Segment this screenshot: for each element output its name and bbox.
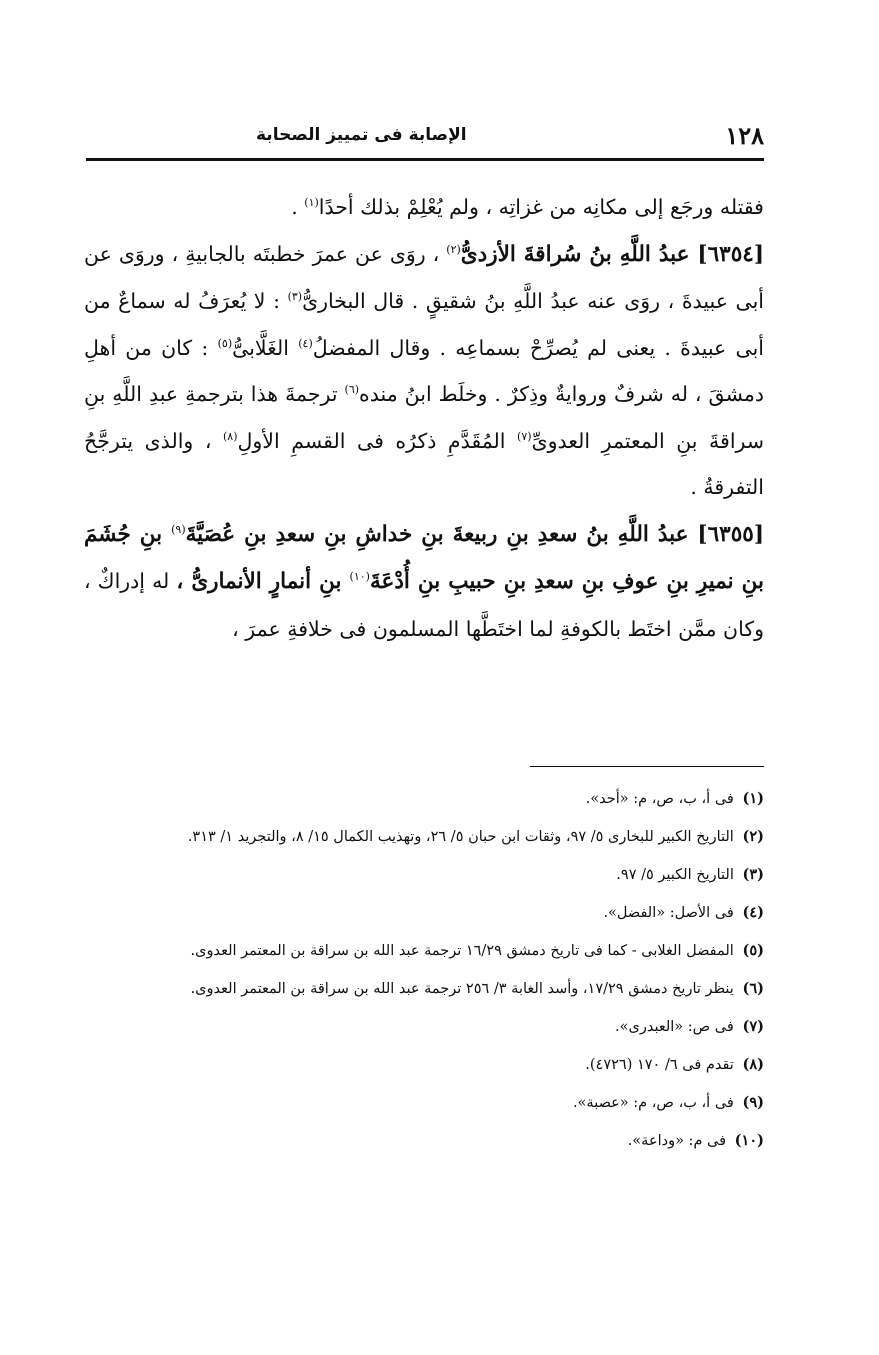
footnote-ref: (١) (304, 196, 319, 210)
footnote-ref: (٧) (517, 429, 532, 443)
running-title: الإصابة فى تمييز الصحابة (256, 125, 467, 145)
footnotes (84, 780, 764, 1160)
footnote-text: فى الأصل: «الفضل». (603, 905, 734, 921)
footnote (84, 1046, 764, 1084)
paragraph-text: فقتله ورجَع إلى مكانِه من غزاتِه ، ولم يُعْلِمْ بذلك أحدًا (318, 195, 764, 219)
entry-text: ، والذى يترجَّحُ التفرقةُ . (84, 428, 764, 499)
footnote-text: المفضل الغلابى - كما فى تاريخ دمشق ١٦/٢٩ ترجمة عبد الله بن سراقة بن المعتمر العدوى. (190, 943, 734, 959)
footnote-number: (٧) (742, 1018, 764, 1035)
entry-text: ، روَى عن عمرَ خطبتَه بالجابيةِ ، وروَى عن أبى عبيدةَ ، روَى عنه عبدُ اللَّهِ بنُ شقيقٍ . قال البخارىُّ (84, 241, 764, 313)
footnote-ref: (٩) (171, 522, 186, 536)
footnote-number: (٩) (742, 1094, 764, 1111)
page-number: ١٢٨ (725, 120, 764, 150)
footnote-text: فى م: «وداعة». (627, 1133, 727, 1149)
footnote (84, 780, 764, 818)
footnote-number: (٢) (742, 828, 764, 845)
footnote-number: (٤) (742, 904, 764, 921)
paragraph-1 (84, 184, 764, 231)
footnote-ref: (٥) (217, 336, 233, 350)
entry-text: المُقَدَّمِ ذكرُه فى القسمِ الأولِ (237, 428, 518, 453)
entry-text: ترجمةَ هذا بترجمةِ عبدِ اللَّهِ بنِ سراقةَ بنِ المعتمرِ العدوىِّ (84, 382, 765, 453)
entry-text: الغَلَّابىُّ (232, 335, 299, 360)
entry-heading: [٦٣٥٥] عبدُ اللَّهِ بنُ سعدِ بنِ ربيعةَ بنِ خداشِ بنِ سعدِ بنِ عُصَيَّةَ (185, 521, 764, 547)
footnote (84, 1008, 764, 1046)
entry-heading: بنِ أنمارٍ الأنمارىُّ ، (176, 569, 350, 594)
entry-heading: [٦٣٥٤] عبدُ اللَّهِ بنُ سُراقةَ الأزدىُّ (460, 241, 764, 267)
footnote-ref: (١٠) (349, 570, 370, 584)
entry-text: : لا يُعرَفُ له سماعٌ من أبى عبيدةَ . يعنى لم يُصرِّحْ بسماعِه . وقال المفضلُ (84, 289, 764, 360)
footnote-number: (٥) (742, 942, 764, 959)
footnote-rule (530, 766, 764, 767)
entry-text: له إدراكٌ ، وكان ممَّن اختَط بالكوفةِ لما اختَطَّها المسلمون فى خلافةِ عمرَ ، (84, 569, 764, 641)
entry-text: : كان من أهلِ دمشقَ ، له شرفٌ وروايةٌ وذِكرٌ . وخلَط ابنُ منده (84, 335, 764, 406)
footnote-number: (٨) (742, 1056, 764, 1073)
entry-heading: بنِ جُشَمَ بنِ نميرِ بنِ عوفِ بنِ سعدِ بنِ حبيبِ بنِ أُدْعَةَ (84, 521, 764, 594)
footnote-text: ينظر تاريخ دمشق ١٧/٢٩، وأسد الغابة ٣/ ٢٥٦ ترجمة عبد الله بن سراقة بن المعتمر العدوى. (190, 981, 734, 997)
footnote-text: فى أ، ب، ص، م: «عصبة». (572, 1095, 734, 1111)
footnote-number: (٦) (742, 980, 764, 997)
footnote-ref: (٨) (222, 429, 238, 443)
footnote-text: التاريخ الكبير ٥/ ٩٧. (616, 867, 734, 883)
header-rule (86, 158, 764, 161)
footnote-ref: (٦) (344, 383, 360, 397)
footnote-text: فى ص: «العبدرى». (615, 1019, 734, 1035)
footnote-text: فى أ، ب، ص، م: «أحد». (585, 791, 734, 807)
running-head (86, 118, 764, 152)
footnote (84, 1084, 764, 1122)
footnote-number: (١٠) (734, 1132, 764, 1149)
footnote-number: (٣) (742, 866, 764, 883)
footnote (84, 818, 764, 856)
footnote-ref: (٢) (446, 242, 461, 256)
footnote (84, 1122, 764, 1160)
footnote-ref: (٤) (298, 336, 313, 350)
footnote-number: (١) (742, 790, 764, 807)
main-text (84, 184, 764, 652)
footnote (84, 932, 764, 970)
entry-6354 (84, 231, 764, 511)
paragraph-text: . (291, 195, 305, 219)
footnote-text: التاريخ الكبير للبخارى ٥/ ٩٧، وثقات ابن حبان ٥/ ٢٦، وتهذيب الكمال ١٥/ ٨، والتجريد ١/ ٣١٣. (187, 829, 734, 845)
footnote (84, 856, 764, 894)
footnote-text: تقدم فى ٦/ ١٧٠ (٤٧٢٦). (585, 1057, 734, 1073)
footnote (84, 894, 764, 932)
entry-6355 (84, 511, 764, 653)
footnote-ref: (٣) (287, 290, 303, 304)
footnote (84, 970, 764, 1008)
